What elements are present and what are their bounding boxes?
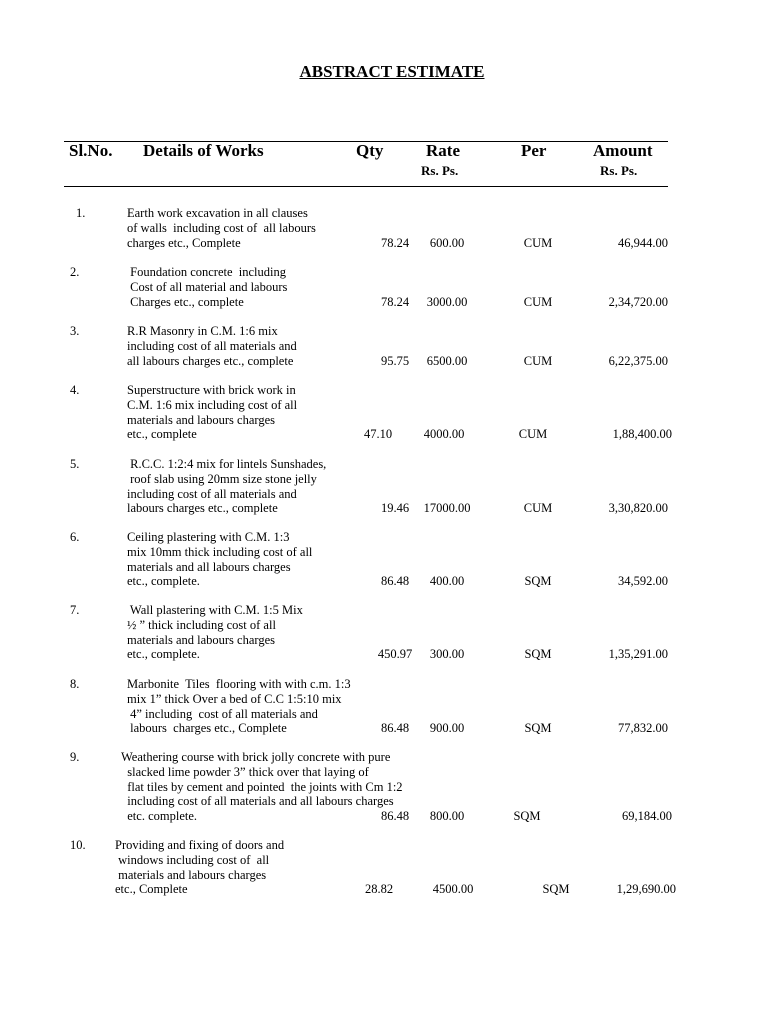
row-qty: 19.46 (380, 501, 410, 516)
details-line: 4” including cost of all materials and (127, 706, 318, 721)
details-line: R.C.C. 1:2:4 mix for lintels Sunshades, (127, 457, 327, 471)
row-qty: 86.48 (380, 574, 410, 589)
row-rate: 400.00 (429, 574, 465, 589)
details-line: Marbonite Tiles flooring with with c.m. 1:3 (127, 677, 351, 691)
row-details (127, 677, 351, 736)
details-line: R.R Masonry in C.M. 1:6 mix (127, 324, 278, 338)
details-line: slacked lime powder 3” thick over that laying of (121, 764, 369, 779)
row-per: SQM (524, 647, 552, 662)
header-rate-unit: Rs. Ps. (421, 163, 459, 178)
details-line: flat tiles by cement and pointed the joints with Cm 1:2 (121, 779, 403, 794)
row-number: 6. (70, 530, 80, 544)
header-details: Details of Works (143, 141, 264, 160)
details-line: windows including cost of all (115, 852, 270, 867)
details-line: charges etc., Complete (127, 235, 241, 250)
details-line: Superstructure with brick work in (127, 383, 296, 397)
row-amount: 1,35,291.00 (608, 647, 668, 662)
row-per: CUM (523, 353, 553, 368)
details-line: Charges etc., complete (127, 294, 244, 309)
row-details (127, 383, 297, 442)
row-details (127, 206, 316, 250)
row-number: 9. (70, 750, 80, 764)
row-qty: 450.97 (377, 647, 413, 662)
details-line: including cost of all materials and (127, 338, 297, 353)
row-number: 1. (76, 206, 86, 220)
details-line: Earth work excavation in all clauses (127, 206, 308, 220)
row-amount: 1,29,690.00 (616, 882, 676, 897)
row-qty: 47.10 (363, 427, 393, 442)
row-number: 8. (70, 677, 80, 691)
row-number: 3. (70, 324, 80, 338)
header-bottom-rule (64, 186, 668, 187)
page-title: ABSTRACT ESTIMATE (299, 62, 485, 81)
row-details (115, 838, 284, 897)
details-line: labours charges etc., Complete (127, 721, 287, 736)
row-qty: 78.24 (380, 235, 410, 250)
row-details (127, 457, 326, 516)
details-line: etc., Complete (115, 882, 188, 897)
row-details (127, 603, 303, 662)
details-line: C.M. 1:6 mix including cost of all (127, 397, 298, 412)
row-qty: 28.82 (364, 882, 394, 897)
row-per: CUM (518, 427, 548, 442)
details-line: including cost of all materials and (127, 486, 297, 501)
row-number: 4. (70, 383, 80, 397)
row-number: 5. (70, 457, 80, 471)
details-line: of walls including cost of all labours (127, 220, 316, 235)
row-amount: 46,944.00 (618, 235, 668, 250)
header-qty: Qty (356, 141, 384, 160)
header-per: Per (521, 141, 547, 160)
row-qty: 86.48 (380, 721, 410, 736)
row-amount: 2,34,720.00 (608, 294, 668, 309)
header-rate: Rate (426, 141, 460, 160)
row-details (127, 265, 287, 309)
details-line: Ceiling plastering with C.M. 1:3 (127, 530, 290, 544)
row-rate: 800.00 (429, 809, 465, 824)
header-amount-unit: Rs. Ps. (600, 163, 638, 178)
row-amount: 77,832.00 (618, 721, 668, 736)
row-number: 7. (70, 603, 80, 617)
row-per: SQM (524, 721, 552, 736)
row-rate: 900.00 (429, 721, 465, 736)
row-rate: 4500.00 (432, 882, 474, 897)
row-qty: 95.75 (380, 353, 410, 368)
row-details (127, 324, 297, 368)
row-per: CUM (523, 501, 553, 516)
details-line: labours charges etc., complete (127, 501, 278, 516)
row-rate: 17000.00 (423, 501, 471, 516)
row-number: 2. (70, 265, 80, 279)
details-line: ½ ” thick including cost of all (127, 617, 276, 632)
details-line: including cost of all materials and all labours charges (121, 794, 394, 809)
details-line: etc., complete. (127, 574, 200, 589)
header-amount: Amount (593, 141, 653, 160)
details-line: all labours charges etc., complete (127, 353, 294, 368)
details-line: materials and labours charges (115, 867, 267, 882)
row-rate: 3000.00 (426, 294, 468, 309)
row-qty: 86.48 (380, 809, 410, 824)
details-line: Cost of all material and labours (127, 279, 288, 294)
row-amount: 34,592.00 (618, 574, 668, 589)
details-line: Providing and fixing of doors and (115, 838, 285, 852)
row-rate: 4000.00 (423, 427, 465, 442)
details-line: Foundation concrete including (127, 265, 286, 279)
details-line: etc. complete. (121, 809, 198, 824)
row-amount: 1,88,400.00 (612, 427, 672, 442)
header-slno: Sl.No. (69, 141, 113, 160)
row-amount: 6,22,375.00 (608, 353, 668, 368)
row-per: SQM (542, 882, 570, 897)
row-per: CUM (523, 235, 553, 250)
row-per: SQM (524, 574, 552, 589)
details-line: etc., complete (127, 427, 197, 442)
details-line: roof slab using 20mm size stone jelly (127, 471, 317, 486)
row-rate: 600.00 (429, 235, 465, 250)
details-line: Wall plastering with C.M. 1:5 Mix (127, 603, 303, 617)
details-line: mix 10mm thick including cost of all (127, 544, 313, 559)
row-details (127, 530, 312, 589)
row-number: 10. (70, 838, 86, 852)
details-line: materials and labours charges (127, 412, 275, 427)
row-rate: 6500.00 (426, 353, 468, 368)
row-per: SQM (513, 809, 541, 824)
row-qty: 78.24 (380, 294, 410, 309)
row-per: CUM (523, 294, 553, 309)
details-line: etc., complete. (127, 647, 200, 662)
details-line: mix 1” thick Over a bed of C.C 1:5:10 mix (127, 691, 342, 706)
details-line: Weathering course with brick jolly concrete with pure (121, 750, 391, 764)
row-details (121, 750, 403, 824)
details-line: materials and all labours charges (127, 559, 291, 574)
details-line: materials and labours charges (127, 632, 275, 647)
row-rate: 300.00 (429, 647, 465, 662)
row-amount: 69,184.00 (622, 809, 672, 824)
row-amount: 3,30,820.00 (608, 501, 668, 516)
